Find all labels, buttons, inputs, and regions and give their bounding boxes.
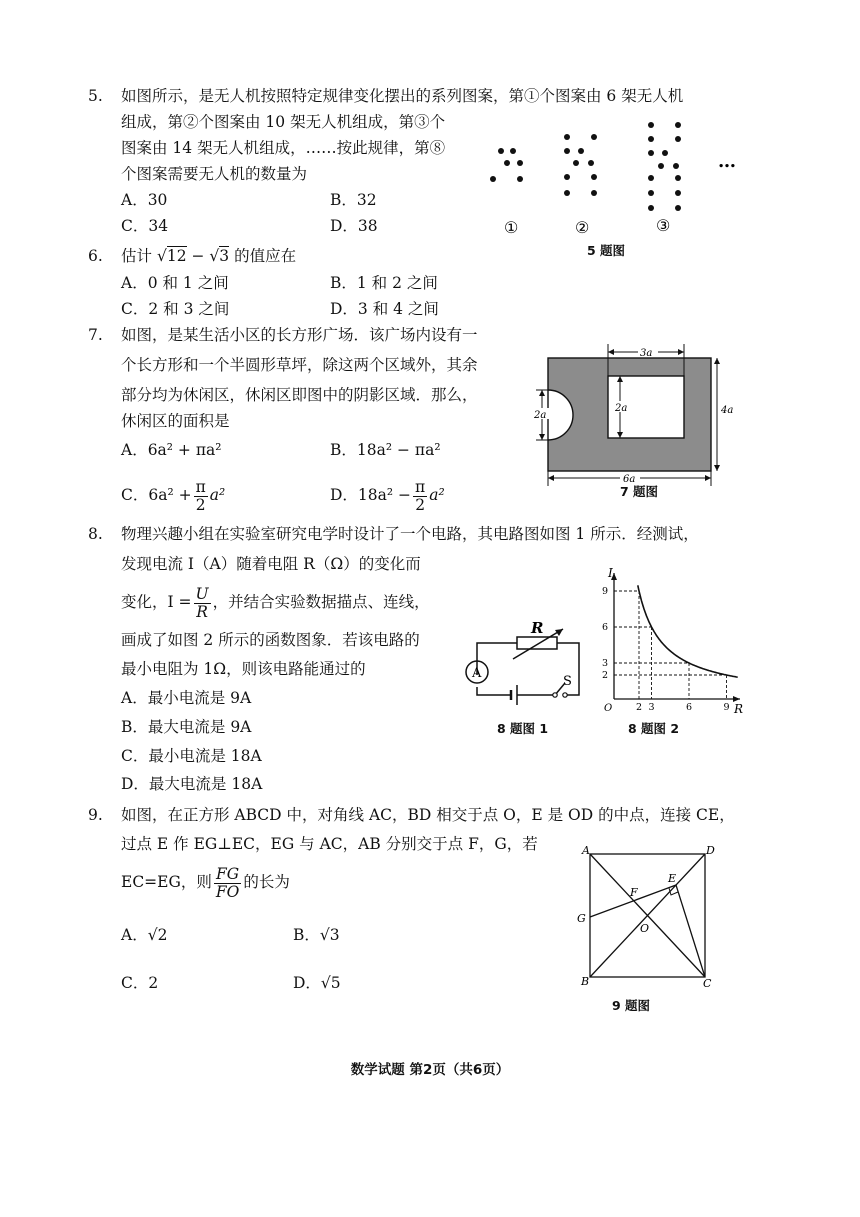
label-bottom-6a: 6a	[623, 474, 636, 485]
pattern-label-3: ③	[656, 216, 671, 235]
q8-line-2: 发现电流 I（A）随着电阻 R（Ω）的变化而	[121, 555, 421, 573]
q8-line-1: 物理兴趣小组在实验室研究电学时设计了一个电路，其电路图如图 1 所示．经测试，	[121, 525, 699, 543]
q5-option-b: B．32	[330, 191, 377, 209]
ammeter-label: A	[472, 666, 482, 681]
q6-sqrt-expression: √12 − √3	[156, 247, 230, 265]
q7-option-c: C．6a² + $\frac{\pi}{2}$ a²	[121, 477, 226, 514]
q9-option-b: B．√3	[293, 926, 340, 944]
q6-option-d: D．3 和 4 之间	[330, 300, 439, 318]
q5-figure-caption: 5 题图	[587, 243, 626, 258]
resistor-label: R	[531, 619, 544, 637]
q8-circuit-figure	[455, 615, 595, 710]
label-inner-2a: 2a	[615, 403, 628, 414]
point-f: F	[630, 886, 638, 899]
q8-option-d: D．最大电流是 18A	[121, 775, 263, 793]
q9-number: 9.	[88, 806, 103, 824]
point-g: G	[577, 912, 586, 925]
q9-line-1: 如图，在正方形 ABCD 中，对角线 AC，BD 相交于点 O，E 是 OD 的中点，连接 CE，	[121, 806, 735, 824]
point-o: O	[640, 922, 650, 935]
q7-line-2: 个长方形和一个半圆形草坪，除这两个区域外，其余	[121, 356, 478, 374]
q6-option-c: C．2 和 3 之间	[121, 300, 230, 318]
q8-number: 8.	[88, 525, 103, 543]
switch-label: S	[563, 674, 572, 689]
q7-option-b: B．18a² − πa²	[330, 441, 441, 459]
x-tick-label: 2	[636, 702, 643, 713]
q5-line-1: 如图所示，是无人机按照特定规律变化摆出的系列图案，第①个图案由 6 架无人机	[121, 87, 684, 105]
vertex-a: A	[582, 844, 590, 857]
q6-number: 6.	[88, 247, 103, 265]
pattern-2-dots	[564, 134, 597, 196]
q7-number: 7.	[88, 326, 103, 344]
label-top-3a: 3a	[640, 348, 653, 359]
q5-line-4: 个图案需要无人机的数量为	[121, 165, 308, 183]
q6-stem-prefix: 估计	[121, 247, 153, 265]
vertex-c: C	[703, 977, 712, 990]
q8-line-3: 变化，I = $\frac{U}{R}$ ，并结合实验数据描点、连线，	[121, 584, 430, 621]
q5-number: 5.	[88, 87, 103, 105]
q7-option-a: A．6a² + πa²	[121, 441, 222, 459]
q8-option-b: B．最大电流是 9A	[121, 718, 252, 736]
q7-option-d: D．18a² − $\frac{\pi}{2}$ a²	[330, 477, 445, 514]
vertex-d: D	[706, 844, 715, 857]
pattern-ellipsis: …	[718, 151, 736, 172]
q7-line-1: 如图，是某生活小区的长方形广场．该广场内设有一	[121, 326, 478, 344]
y-tick-label: 2	[602, 670, 609, 681]
q9-line-3: EC=EG，则 $\frac{FG}{FO}$ 的长为	[121, 864, 290, 901]
label-left-2a: 2a	[534, 410, 547, 421]
q6-radicand-2: 3	[219, 247, 230, 265]
q5-line-3: 图案由 14 架无人机组成，……按此规律，第⑧	[121, 139, 446, 157]
vertex-b: B	[581, 975, 590, 988]
label-right-4a: 4a	[721, 405, 734, 416]
q8-option-a: A．最小电流是 9A	[121, 689, 252, 707]
q8-function-graph	[600, 565, 750, 715]
y-tick-label: 3	[602, 658, 609, 669]
q8-figure2-caption: 8 题图 2	[628, 721, 680, 736]
q9-option-a: A．√2	[121, 926, 168, 944]
q8-figure1-caption: 8 题图 1	[497, 721, 549, 736]
q5-option-a: A．30	[121, 191, 168, 209]
x-tick-label: 3	[648, 702, 655, 713]
pattern-label-2: ②	[575, 218, 590, 237]
q5-line-2: 组成，第②个图案由 10 架无人机组成，第③个	[121, 113, 446, 131]
q8-option-c: C．最小电流是 18A	[121, 747, 262, 765]
y-axis-label: I	[608, 566, 613, 580]
q6-stem-suffix: 的值应在	[234, 247, 297, 265]
x-tick-label: 6	[686, 702, 693, 713]
q7-line-3: 部分均为休闲区，休闲区即图中的阴影区域．那么，	[121, 386, 478, 404]
x-axis-label: R	[734, 702, 744, 715]
q7-figure-caption: 7 题图	[620, 484, 659, 499]
origin-label: O	[604, 703, 613, 714]
q6-stem	[121, 243, 296, 270]
inverse-function-curve	[638, 585, 738, 677]
q7-line-4: 休闲区的面积是	[121, 412, 230, 430]
q5-option-c: C．34	[121, 217, 169, 235]
q9-option-d: D．√5	[293, 974, 341, 992]
q9-square-figure	[572, 842, 722, 992]
q8-line-4: 画成了如图 2 所示的函数图象．若该电路的	[121, 631, 420, 649]
q9-option-c: C．2	[121, 974, 159, 992]
q6-radicand-1: 12	[166, 247, 187, 265]
pattern-label-1: ①	[504, 218, 519, 237]
y-tick-label: 9	[602, 586, 609, 597]
q9-figure-caption: 9 题图	[612, 998, 651, 1013]
q5-option-d: D．38	[330, 217, 378, 235]
point-e: E	[668, 872, 677, 885]
page-footer: 数学试题 第2页（共6页）	[350, 1062, 510, 1078]
q9-line-2: 过点 E 作 EG⊥EC，EG 与 AC，AB 分别交于点 F，G，若	[121, 835, 538, 853]
q6-option-a: A．0 和 1 之间	[121, 274, 229, 292]
y-tick-label: 6	[602, 622, 609, 633]
q6-option-b: B．1 和 2 之间	[330, 274, 438, 292]
q8-line-5: 最小电阻为 1Ω，则该电路能通过的	[121, 660, 366, 678]
x-tick-label: 9	[723, 702, 730, 713]
pattern-1-dots	[490, 148, 523, 182]
pattern-3-dots	[648, 122, 681, 211]
